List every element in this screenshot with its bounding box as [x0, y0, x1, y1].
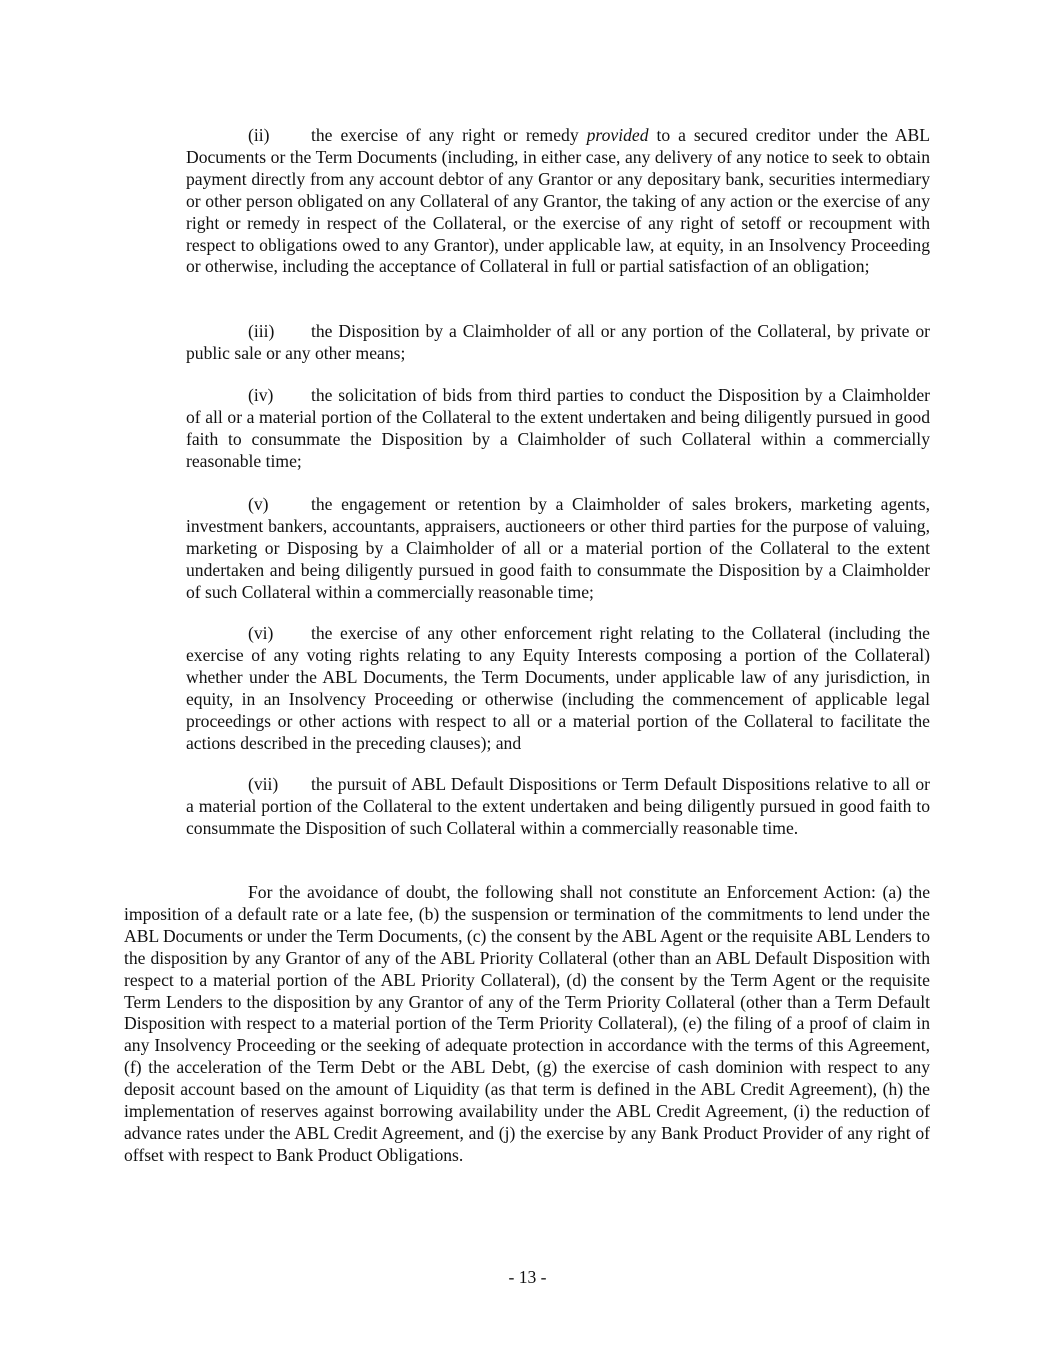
- clause-vi: [186, 623, 930, 754]
- clause-number: (vii): [248, 774, 279, 794]
- clause-number: (vi): [248, 623, 274, 643]
- closing-paragraph-text: For the avoidance of doubt, the following shall not constitute an Enforcement Action: (a) the imposition of a default rate or a late fee, (b) the suspension or termination of the commitments to lend under the ABL Documents or under the Term Documents, (c) the consent by the ABL Agent or the requisite ABL Lenders to the disposition by any Grantor of any of the ABL Priority Collateral (other than an ABL Default Disposition with respect to a material portion of the ABL Priority Collateral), (d) the consent by the Term Agent or the requisite Term Lenders to the disposition by any Grantor of any of the Term Priority Collateral (other than a Term Default Disposition with respect to a material portion of the Term Priority Collateral), (e) the filing of a proof of claim in any Insolvency Proceeding or the seeking of adequate protection in accordance with the terms of this Agreement, (f) the acceleration of the Term Debt or the ABL Debt, (g) the exercise of cash dominion with respect to any deposit account based on the amount of Liquidity (as that term is defined in the ABL Credit Agreement), (h) the implementation of reserves against borrowing availability under the ABL Credit Agreement, (i) the reduction of advance rates under the ABL Credit Agreement, and (j) the exercise by any Bank Product Provider of any right of offset with respect to Bank Product Obligations.: [124, 882, 930, 1165]
- clause-emphasis: provided: [586, 125, 649, 145]
- clause-text: the pursuit of ABL Default Dispositions or Term Default Dispositions relative to all or a material portion of the Collateral to the extent undertaken and being diligently pursued in good faith to consummate the Disposition of such Collateral within a commercially reasonable time.: [186, 774, 930, 838]
- clause-text: the exercise of any other enforcement right relating to the Collateral (including the exercise of any voting rights relating to any Equity Interests composing a portion of the Collateral) whether under the ABL Documents, the Term Documents, under applicable law of any jurisdiction, in equity, in an Insolvency Proceeding or otherwise (including the commencement of applicable legal proceedings or other actions with respect to all or a material portion of the Collateral to facilitate the actions described in the preceding clauses); and: [186, 623, 930, 753]
- clause-text: the exercise of any right or remedy: [311, 125, 587, 145]
- clause-iii: [186, 321, 930, 365]
- clause-text: to a secured creditor under the ABL Documents or the Term Documents (including, in either case, any delivery of any notice to seek to obtain payment directly from any account debtor of any Grantor or any depositary bank, securities intermediary or other person obligated on any Collateral of any Grantor, the taking of any action or the exercise of any right or remedy in respect of the Collateral, or the exercise of any right of setoff or recoupment with respect to obligations owed to any Grantor), under applicable law, at equity, in an Insolvency Proceeding or otherwise, including the acceptance of Collateral in full or partial satisfaction of an obligation;: [186, 125, 931, 277]
- clause-ii: [186, 125, 930, 278]
- clause-number: (iv): [248, 385, 274, 405]
- clause-number: (ii): [248, 125, 270, 145]
- clause-vii: [186, 774, 930, 840]
- clause-number: (iii): [248, 321, 275, 341]
- clause-v: [186, 494, 930, 604]
- clause-text: the solicitation of bids from third parties to conduct the Disposition by a Claimholder of all or a material portion of the Collateral to the extent undertaken and being diligently pursued in good faith to consummate the Disposition by a Claimholder of such Collateral within a commercially reasonable time;: [186, 385, 930, 471]
- clause-iv: [186, 385, 930, 473]
- page-number: - 13 -: [508, 1267, 547, 1287]
- clause-text: the engagement or retention by a Claimholder of sales brokers, marketing agents, investment bankers, accountants, appraisers, auctioneers or other third parties for the purpose of valuing, marketing or Disposing by a Claimholder of all or a material portion of the Collateral to the extent undertaken and being diligently pursued in good faith to consummate the Disposition by a Claimholder of such Collateral within a commercially reasonable time;: [186, 494, 930, 602]
- clause-number: (v): [248, 494, 269, 514]
- clause-text: the Disposition by a Claimholder of all or any portion of the Collateral, by private or public sale or any other means;: [186, 321, 930, 363]
- closing-paragraph: [124, 882, 930, 1167]
